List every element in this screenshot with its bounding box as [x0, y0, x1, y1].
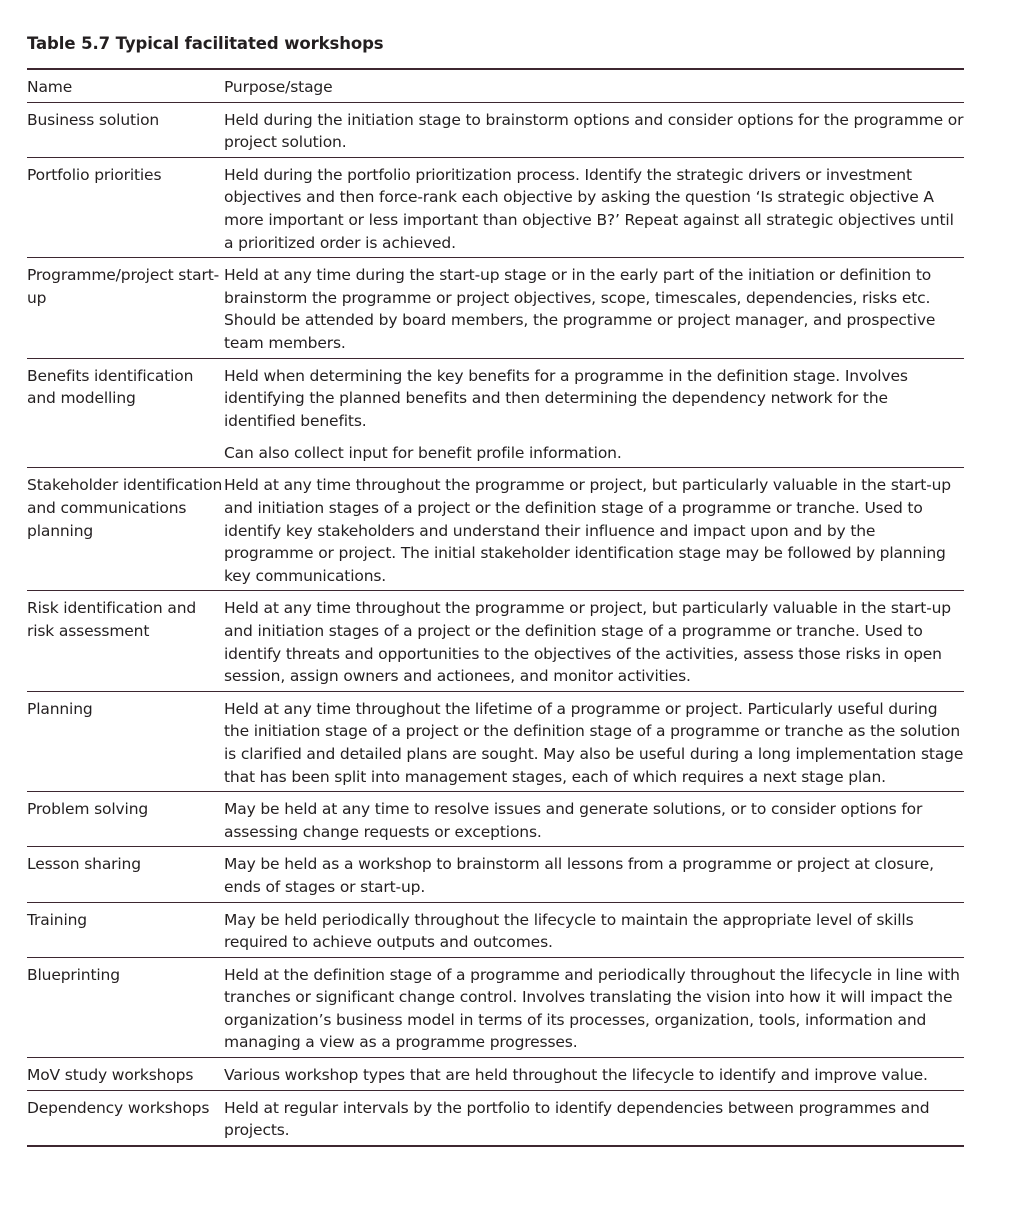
table-header-row — [27, 70, 964, 102]
workshop-purpose — [224, 798, 964, 843]
header-purpose: Purpose/stage — [224, 78, 333, 96]
table-row — [27, 1057, 964, 1090]
table-row — [27, 846, 964, 901]
purpose-paragraph: May be held periodically throughout the lifecycle to maintain the appropriate level of skills required to achieve outputs and outcomes. — [224, 910, 914, 952]
table-body — [27, 102, 964, 1145]
table-row — [27, 257, 964, 357]
workshop-name: Planning — [27, 699, 93, 718]
workshop-purpose — [224, 1097, 964, 1142]
workshop-name: Benefits identification and modelling — [27, 366, 194, 408]
workshop-name: Stakeholder identification and communications planning — [27, 476, 223, 540]
workshop-purpose — [224, 597, 964, 687]
table-row — [27, 102, 964, 157]
workshop-purpose — [224, 164, 964, 254]
purpose-paragraph: Held at any time throughout the programme or project, but particularly valuable in the start-up and initiation stages of a project or the definition stage of a programme or tranche. Used to identify threats and opportunities to the objectives of the activities, assess those risks in open session, assign owners and actionees, and monitor activities. — [224, 599, 951, 686]
table-row — [27, 467, 964, 590]
purpose-paragraph: Held at the definition stage of a programme and periodically throughout the lifecycle in line with tranches or significant change control. Involves translating the vision into how it will impact the organization’s business model in terms of its processes, organization, tools, information and managing a view as a programme progresses. — [224, 965, 960, 1052]
workshop-name: Training — [27, 910, 87, 929]
workshop-name: Risk identification and risk assessment — [27, 599, 197, 640]
purpose-paragraph: Held at any time throughout the programme or project, but particularly valuable in the start-up and initiation stages of a project or the definition stage of a programme or tranche. Used to identify key stakeholders and understand their influence and impact upon and by the programme or project. The initial stakeholder identification stage may be followed by planning key communications. — [224, 476, 951, 585]
workshop-purpose — [224, 853, 964, 898]
table-row — [27, 1090, 964, 1145]
workshop-purpose — [224, 1064, 964, 1087]
table-row — [27, 957, 964, 1057]
purpose-paragraph: May be held at any time to resolve issues and generate solutions, or to consider options for assessing change requests or exceptions. — [224, 800, 923, 841]
workshop-purpose — [224, 909, 964, 954]
workshop-purpose — [224, 964, 964, 1054]
purpose-paragraph: Held at any time during the start-up stage or in the early part of the initiation or definition to brainstorm the programme or project objectives, scope, timescales, dependencies, risks etc. Should be attended by board members, the programme or project manager, and prospective team members. — [224, 266, 936, 352]
document-page — [27, 30, 964, 1147]
purpose-paragraph: Can also collect input for benefit profile information. — [224, 443, 622, 462]
table-title: Table 5.7 Typical facilitated workshops — [27, 34, 384, 53]
purpose-paragraph: Various workshop types that are held throughout the lifecycle to identify and improve value. — [224, 1066, 928, 1085]
purpose-paragraph: Held at regular intervals by the portfolio to identify dependencies between programmes and projects. — [224, 1098, 930, 1140]
table-row — [27, 358, 964, 468]
table-row — [27, 157, 964, 257]
workshop-purpose — [224, 264, 964, 354]
workshop-name: Programme/project start-up — [27, 266, 220, 307]
workshop-purpose — [224, 698, 964, 788]
workshop-purpose — [224, 365, 964, 465]
workshop-name: Dependency workshops — [27, 1098, 210, 1117]
workshop-purpose — [224, 109, 964, 154]
workshop-name: Lesson sharing — [27, 855, 141, 874]
workshop-name: Business solution — [27, 110, 160, 129]
table-row — [27, 691, 964, 791]
workshop-name: Problem solving — [27, 800, 149, 819]
table-row — [27, 590, 964, 690]
workshop-name: MoV study workshops — [27, 1066, 194, 1085]
workshop-name: Blueprinting — [27, 965, 120, 984]
purpose-paragraph: Held during the portfolio prioritization process. Identify the strategic drivers or investment objectives and then force-rank each objective by asking the question ‘Is strategic objective A more important or less important than objective B?’ Repeat against all strategic objectives until a prioritized order is achieved. — [224, 165, 954, 252]
workshops-table — [27, 68, 964, 1147]
table-row — [27, 902, 964, 957]
workshop-name: Portfolio priorities — [27, 165, 162, 184]
header-name: Name — [27, 78, 73, 96]
table-row — [27, 791, 964, 846]
purpose-paragraph: May be held as a workshop to brainstorm all lessons from a programme or project at closure, ends of stages or start-up. — [224, 855, 934, 896]
purpose-paragraph: Held at any time throughout the lifetime of a programme or project. Particularly useful during the initiation stage of a project or the definition stage of a programme or tranche as the solution is clarified and detailed plans are sought. May also be useful during a long implementation stage that has been split into management stages, each of which requires a next stage plan. — [224, 699, 964, 786]
workshop-purpose — [224, 474, 964, 587]
purpose-paragraph: Held during the initiation stage to brainstorm options and consider options for the programme or project solution. — [224, 110, 964, 152]
purpose-paragraph: Held when determining the key benefits for a programme in the definition stage. Involves identifying the planned benefits and then determining the dependency network for the identified benefits. — [224, 366, 908, 430]
